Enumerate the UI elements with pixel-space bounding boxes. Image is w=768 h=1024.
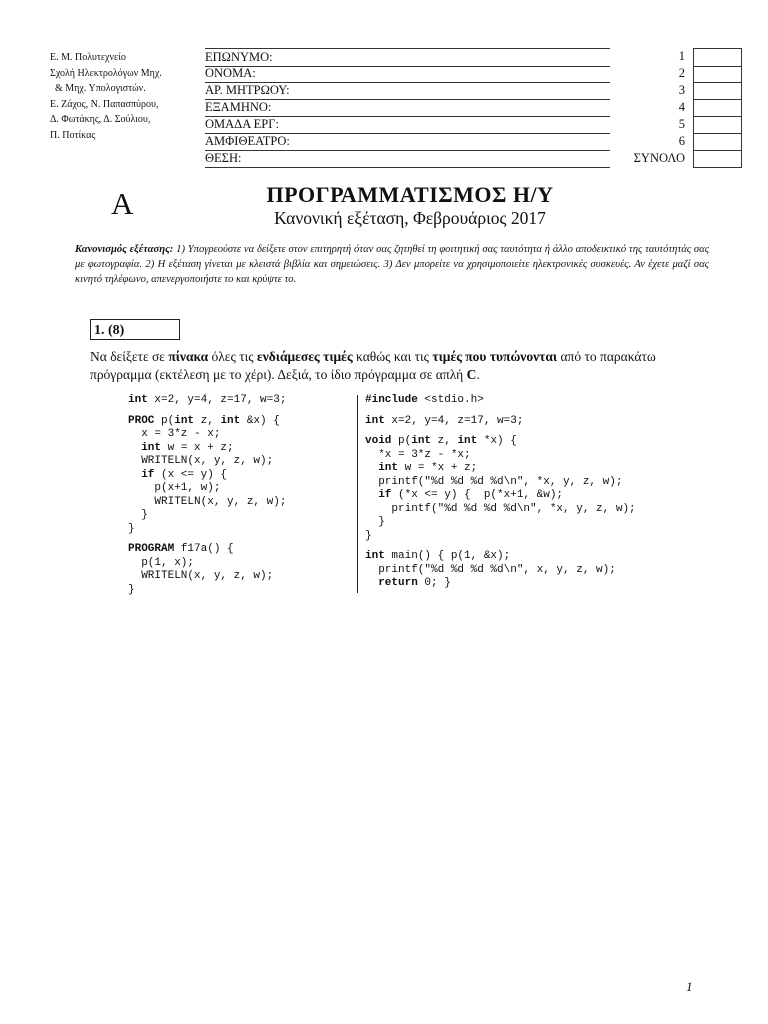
institution-line: Δ. Φωτάκης, Δ. Σούλιου, [50,114,151,125]
exam-subtitle: Κανονική εξέταση, Φεβρουάριος 2017 [274,208,546,228]
exam-rules [75,242,709,287]
field-surname: ΕΠΩΝΥΜΟ: [205,48,610,67]
code-c: #include <stdio.h> int x=2, y=4, z=17, w=3; void p(int z, int *x) { *x = 3*z - *x; int w = *x + z; printf("%d %d %d %d\n", *x, y, z, w); if (*x <= y) { p(*x+1, &w); printf("%d %d %d %d\n", *x, y, z, w); } } int main() { p(1, &x); printf("%d %d %d %d\n", x, y, z, w); return 0; } [365,394,636,589]
institution-line: Ε. Ζάχος, Ν. Παπασπύρου, [50,98,159,110]
page-number: 1 [686,979,693,994]
rules-heading: Κανονισμός εξέτασης: [75,244,174,255]
score-box-5[interactable] [693,116,742,134]
score-label-total: ΣΥΝΟΛΟ [633,151,685,165]
score-box-1[interactable] [693,48,742,67]
field-lab-group: ΟΜΑΔΑ ΕΡΓ: [205,116,610,134]
score-box-total[interactable] [693,150,742,168]
field-semester: ΕΞΑΜΗΝΟ: [205,99,610,117]
score-label-6: 6 [678,134,685,148]
rules-text: 1) Υπογρεούστε να δείξετε στον επιτηρητή όταν σας ζητηθεί τη φοιτητική σας ταυτότητα ή άλλο αποδεικτικό της ταυτότητάς σας με φωτογραφία. 2) Η εξέταση γίνεται με κλειστά βιβλία και σημειώσεις. 3) Δεν μπορείτε να χρησιμοποιείτε ηλεκτρονικές συσκευές. Αν έχετε μαζί σας κινητό τηλέφωνο, απενεργοποιήστε το και κρύψτε το. [75,244,709,285]
score-box-6[interactable] [693,133,742,151]
exam-version-letter: A [111,186,134,221]
score-label-3: 3 [678,83,685,97]
exam-title: ΠΡΟΓΡΑΜΜΑΤΙΣΜΟΣ Η/Υ [266,182,554,207]
field-name: ΟΝΟΜΑ: [205,65,610,83]
institution-line: Σχολή Ηλεκτρολόγων Μηχ. [50,67,162,79]
question-1-label: 1. (8) [90,319,180,340]
field-registry-number: ΑΡ. ΜΗΤΡΩΟΥ: [205,82,610,100]
question-1-text: Να δείξετε σε πίνακα όλες τις ενδιάμεσες τιμές καθώς και τις τιμές που τυπώνονται από το παρακάτω πρόγραμμα (εκτέλεση με το χέρι). Δεξιά, το ίδιο πρόγραμμα σε απλή C. [90,349,656,382]
institution-line: Π. Ποτίκας [50,129,96,141]
field-amphitheatre: ΑΜΦΙΘΕΑΤΡΟ: [205,133,610,151]
score-label-5: 5 [678,117,685,131]
score-label-2: 2 [678,66,685,80]
score-box-3[interactable] [693,82,742,100]
score-label-4: 4 [678,100,685,114]
score-box-2[interactable] [693,65,742,83]
code-divider [357,395,358,593]
score-box-4[interactable] [693,99,742,117]
institution-line: & Μηχ. Υπολογιστών. [50,83,146,94]
institution-block [50,50,162,143]
code-pazcal: int x=2, y=4, z=17, w=3; PROC p(int z, int &x) { x = 3*z - x; int w = x + z; WRITELN(x, y, z, w); if (x <= y) { p(x+1, w); WRITELN(x, y, z, w); } } PROGRAM f17a() { p(1, x); WRITELN(x, y, z, w); } [128,394,287,596]
score-label-1: 1 [678,49,685,63]
institution-line: Ε. Μ. Πολυτεχνείο [50,52,126,63]
field-seat: ΘΕΣΗ: [205,150,610,168]
